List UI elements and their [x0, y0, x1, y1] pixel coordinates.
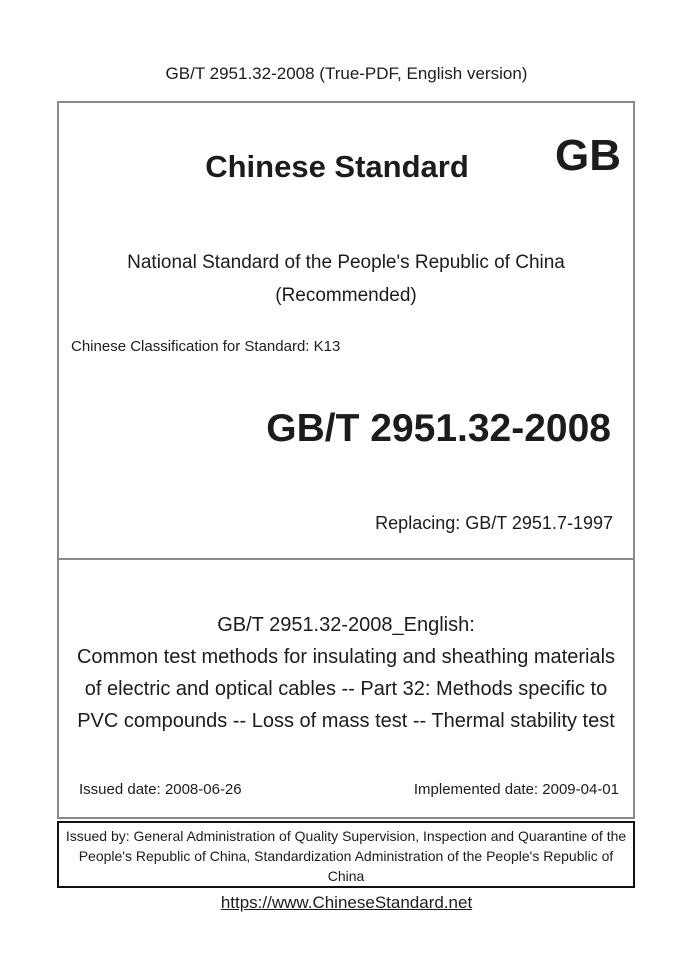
implemented-date: Implemented date: 2009-04-01 — [413, 781, 619, 798]
website-link[interactable]: https://www.ChineseStandard.net — [220, 893, 473, 912]
standard-type-block — [59, 246, 633, 312]
english-title-line3: of electric and optical cables -- Part 32: Methods specific to — [84, 678, 608, 700]
dates-row — [79, 781, 619, 798]
brand-title: Chinese Standard — [205, 149, 469, 184]
cover-main-box — [57, 101, 635, 819]
page-header-title: GB/T 2951.32-2008 (True-PDF, English version) — [165, 64, 528, 83]
english-title-line1: GB/T 2951.32-2008_English: — [217, 614, 475, 636]
standard-number: GB/T 2951.32-2008 — [266, 407, 611, 450]
english-title-line2: Common test methods for insulating and sheathing materials — [76, 646, 616, 668]
issued-date: Issued date: 2008-06-26 — [79, 781, 242, 798]
standard-type-line1: National Standard of the People's Republic of China — [127, 252, 565, 273]
standard-type-line2: (Recommended) — [275, 285, 417, 306]
site-link-wrap — [0, 893, 693, 913]
classification-label: Chinese Classification for Standard: K13 — [71, 338, 341, 355]
english-title-line4: PVC compounds -- Loss of mass test -- Thermal stability test — [77, 710, 615, 732]
issued-by-box: Issued by: General Administration of Quality Supervision, Inspection and Quarantine of the People's Republic of China, Standardization Administration of the People's Republic of China — [57, 821, 635, 888]
section-divider — [59, 558, 633, 560]
replacing-note: Replacing: GB/T 2951.7-1997 — [375, 513, 613, 533]
english-title-block — [59, 609, 633, 737]
gb-logo: GB — [555, 131, 621, 180]
